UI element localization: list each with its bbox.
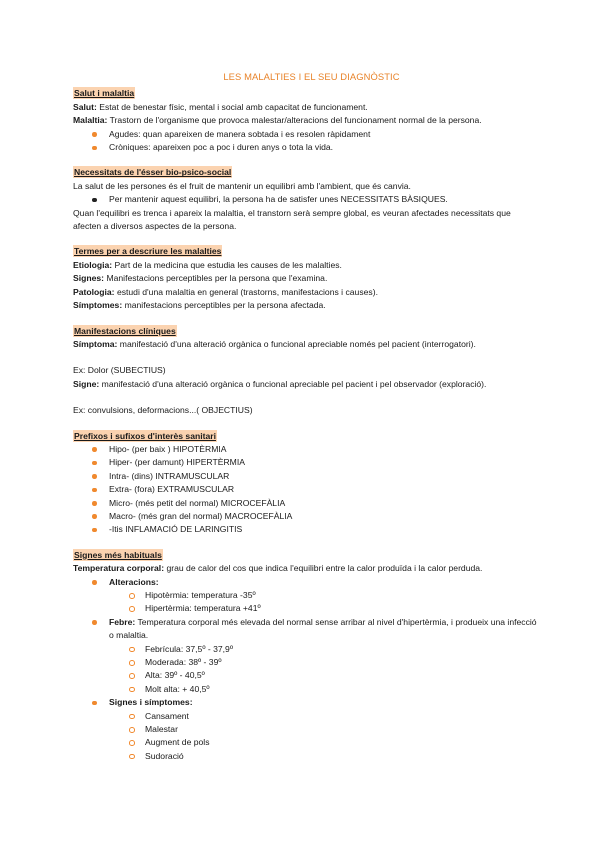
definition-row (73, 299, 540, 312)
section-heading: Salut i malaltia (74, 88, 135, 99)
sublist-item: Hipertèrmia: temperatura +41º (73, 602, 540, 615)
term: Signes i símptomes: (109, 697, 193, 708)
list-item: Micro- (més petit del normal) MICROCEFÀLIA (73, 497, 540, 510)
paragraph: Quan l'equilibri es trenca i apareix la malaltia, el transtorn serà sempre global, es veuran afectades necessitats que afecten a diversos aspectes de la persona. (73, 207, 511, 232)
term: Símptomes: (73, 300, 123, 311)
signes-list (73, 576, 540, 764)
sublist-item: Alta: 39º - 40,5º (73, 669, 540, 682)
term: Malaltia: (73, 115, 108, 126)
document-title: LES MALALTIES I EL SEU DIAGNÒSTIC (223, 71, 400, 82)
list-item: Per mantenir aquest equilibri, la persona ha de satisfer unes NECESSITATS BÀSIQUES. (73, 193, 540, 206)
definition-salut (73, 101, 540, 114)
spacer (73, 351, 540, 364)
definition-signe (73, 378, 540, 391)
sublist-item: Cansament (73, 710, 540, 723)
term: Etiologia: (73, 259, 113, 270)
term: Alteracions: (109, 576, 159, 587)
section-prefixos (73, 430, 540, 537)
term: Patologia: (73, 286, 115, 297)
list-item-simptomes (73, 696, 540, 709)
term: Signes: (73, 273, 105, 284)
definition: Trastorn de l'organisme que provoca malestar/alteracions del funcionament normal de la persona. (109, 115, 482, 126)
definition: manifestacions perceptibles per la persona afectada. (124, 300, 326, 311)
definition: grau de calor del cos que indica l'equilibri entre la calor produïda i la calor perduda. (166, 563, 483, 574)
sublist-item: Malestar (73, 723, 540, 736)
section-manifestacions (73, 325, 540, 418)
definition: estudi d'una malaltia en general (trastorns, manifestacions i causes). (116, 286, 378, 297)
sublist-item: Augment de pols (73, 736, 540, 749)
term: Signe: (73, 378, 100, 389)
list-item: Hipo- (per baix ) HIPOTÈRMIA (73, 443, 540, 456)
definition: Part de la medicina que estudia les causes de les malalties. (114, 259, 342, 270)
example: Ex: Dolor (SUBECTIUS) (73, 365, 166, 376)
sublist-item: Molt alta: + 40,5º (73, 683, 540, 696)
definition: manifestació d'una alteració orgànica o funcional apreciable només pel pacient (interrogatori). (119, 338, 476, 349)
definition-temperatura (73, 562, 540, 575)
definition-malaltia (73, 114, 540, 127)
section-heading: Manifestacions clíniques (74, 325, 176, 336)
necessitats-list (73, 193, 540, 206)
term: Símptoma: (73, 338, 118, 349)
malaltia-types-list (73, 128, 540, 155)
list-item: Macro- (més gran del normal) MACROCEFÀLIA (73, 510, 540, 523)
list-item: Intra- (dins) INTRAMUSCULAR (73, 470, 540, 483)
definition-simptoma (73, 338, 540, 351)
term: Temperatura corporal: (73, 563, 165, 574)
section-heading: Signes més habituals (74, 549, 162, 560)
spacer (73, 391, 540, 404)
definition: manifestació d'una alteració orgànica o funcional apreciable pel pacient i pel observador (exploració). (101, 378, 487, 389)
definition: Temperatura corporal més elevada del normal sense arribar al nivel d'hipertèrmia, i produeix una infecció o malaltia. (109, 616, 537, 641)
section-signes (73, 549, 540, 764)
prefixos-list (73, 443, 540, 537)
definition: Estat de benestar físic, mental i social amb capacitat de funcionament. (99, 101, 368, 112)
section-heading: Termes per a descriure les malalties (74, 246, 222, 257)
sublist-item: Febrícula: 37,5º - 37,9º (73, 643, 540, 656)
list-item: Extra- (fora) EXTRAMUSCULAR (73, 483, 540, 496)
sublist-item: Moderada: 38º - 39º (73, 656, 540, 669)
definition-row (73, 272, 540, 285)
definition: Manifestacions perceptibles per la persona que l'examina. (106, 273, 328, 284)
definition-row (73, 286, 540, 299)
section-necessitats (73, 166, 540, 233)
list-item: Agudes: quan apareixen de manera sobtada i es resolen ràpidament (73, 128, 540, 141)
list-item: Hiper- (per damunt) HIPERTÈRMIA (73, 456, 540, 469)
list-item-febre (73, 616, 540, 643)
example: Ex: convulsions, deformacions...( OBJECTIUS) (73, 405, 253, 416)
section-salut-malaltia (73, 87, 540, 154)
paragraph: La salut de les persones és el fruit de mantenir un equilibri amb l'ambient, que és canvia. (73, 180, 411, 191)
term: Salut: (73, 101, 97, 112)
list-item: Cròniques: apareixen poc a poc i duren anys o tota la vida. (73, 141, 540, 154)
section-heading: Necessitats de l'ésser bio-psico-social (74, 167, 232, 178)
definition-row (73, 259, 540, 272)
sublist-item: Hipotèrmia: temperatura -35º (73, 589, 540, 602)
term: Febre: (109, 616, 136, 627)
list-item: -Itis INFLAMACIÓ DE LARINGITIS (73, 523, 540, 536)
section-termes (73, 245, 540, 312)
list-item-alteracions (73, 576, 540, 589)
sublist-item: Sudoració (73, 750, 540, 763)
section-heading: Prefixos i sufixos d'interès sanitari (74, 430, 216, 441)
